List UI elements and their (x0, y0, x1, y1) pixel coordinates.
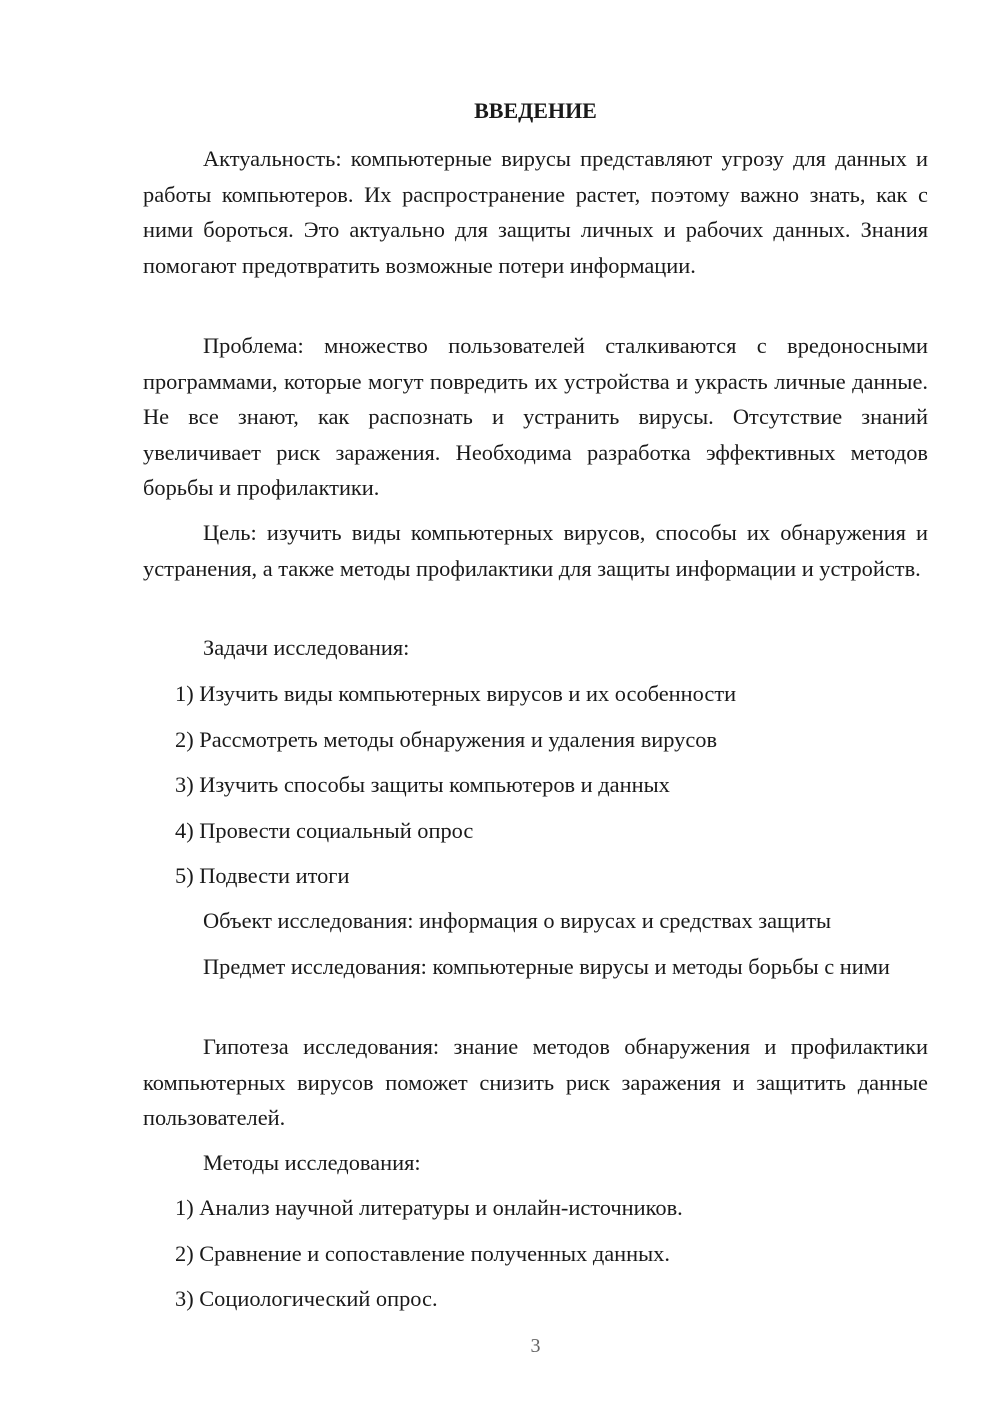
method-item-1: 1) Анализ научной литературы и онлайн-источников. (175, 1195, 683, 1220)
page-number: 3 (530, 1335, 541, 1357)
task-item-4: 4) Провести социальный опрос (175, 818, 474, 843)
methods-title: Методы исследования: (203, 1150, 421, 1175)
section-heading: ВВЕДЕНИЕ (474, 98, 597, 123)
task-item-3: 3) Изучить способы защиты компьютеров и данных (175, 772, 670, 797)
subject-paragraph: Предмет исследования: компьютерные вирусы и методы борьбы с ними (203, 954, 890, 979)
tasks-title: Задачи исследования: (203, 635, 410, 660)
task-item-1: 1) Изучить виды компьютерных вирусов и их особенности (175, 681, 737, 706)
object-paragraph: Объект исследования: информация о вирусах и средствах защиты (203, 908, 832, 933)
task-item-2: 2) Рассмотреть методы обнаружения и удаления вирусов (175, 727, 718, 752)
relevance-paragraph: Актуальность: компьютерные вирусы представляют угрозу для данных и работы компьютеров. Их распространение растет, поэтому важно знать, как с ними бороться. Это актуально для защиты личных и рабочих данных. Знания помогают предотвратить возможные потери информации. (143, 146, 928, 278)
method-item-2: 2) Сравнение и сопоставление полученных данных. (175, 1241, 670, 1266)
goal-paragraph: Цель: изучить виды компьютерных вирусов, способы их обнаружения и устранения, а также методы профилактики для защиты информации и устройств. (143, 520, 928, 581)
document-page (143, 0, 928, 1414)
task-item-5: 5) Подвести итоги (175, 863, 350, 888)
method-item-3: 3) Социологический опрос. (175, 1286, 438, 1311)
hypothesis-paragraph: Гипотеза исследования: знание методов обнаружения и профилактики компьютерных вирусов поможет снизить риск заражения и защитить данные пользователей. (143, 1034, 928, 1130)
problem-paragraph: Проблема: множество пользователей сталкиваются с вредоносными программами, которые могут повредить их устройства и украсть личные данные. Не все знают, как распознать и устранить вирусы. Отсутствие знаний увеличивает риск заражения. Необходима разработка эффективных методов борьбы и профилактики. (143, 333, 928, 500)
